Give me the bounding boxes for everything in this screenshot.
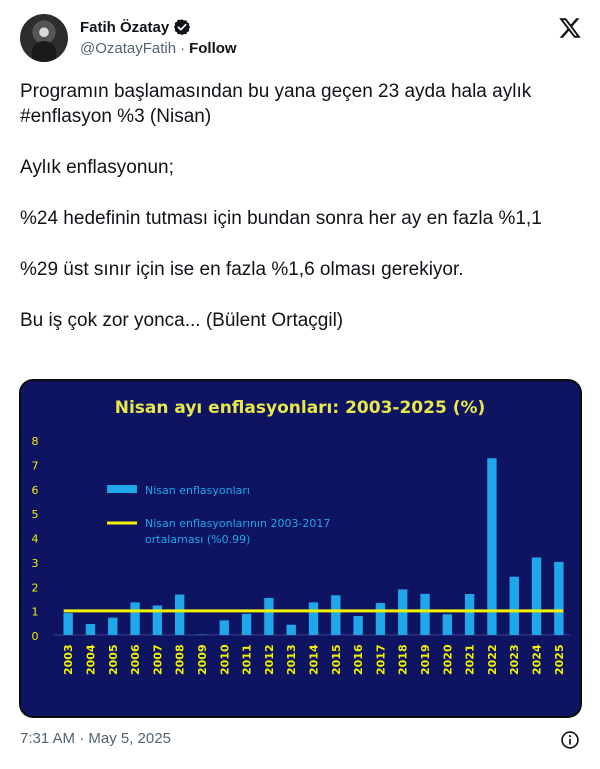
tweet-footer xyxy=(20,730,582,752)
bar-2019 xyxy=(420,594,429,635)
x-tick-label: 2006 xyxy=(129,644,143,675)
inflation-chart xyxy=(21,381,580,716)
x-tick-label: 2020 xyxy=(441,644,455,675)
x-tick-label: 2009 xyxy=(195,644,209,675)
x-tick-label: 2004 xyxy=(84,644,98,675)
x-logo-icon[interactable] xyxy=(558,16,582,40)
author-name[interactable]: Fatih Özatay xyxy=(80,18,170,36)
x-tick-label: 2003 xyxy=(62,644,76,675)
y-tick-label: 0 xyxy=(31,630,39,643)
bar-2012 xyxy=(264,598,273,635)
author-name-row xyxy=(80,16,191,38)
x-tick-label: 2024 xyxy=(530,644,544,675)
x-tick-label: 2022 xyxy=(485,644,499,675)
legend-label-average: ortalaması (%0.99) xyxy=(145,533,251,546)
bar-2024 xyxy=(532,557,541,635)
x-tick-label: 2015 xyxy=(329,644,343,675)
tweet-media[interactable] xyxy=(19,379,582,718)
y-tick-label: 5 xyxy=(31,508,39,522)
x-tick-label: 2005 xyxy=(106,644,120,675)
chart-title: Nisan ayı enflasyonları: 2003-2025 (%) xyxy=(114,398,486,418)
x-tick-label: 2013 xyxy=(285,644,299,675)
bar-2023 xyxy=(510,577,519,635)
x-tick-label: 2017 xyxy=(374,644,388,675)
chart-image xyxy=(21,381,580,716)
bar-2008 xyxy=(175,595,184,635)
x-tick-label: 2016 xyxy=(352,644,366,675)
tweet-header xyxy=(20,14,582,64)
bar-2021 xyxy=(465,594,474,635)
bar-2005 xyxy=(108,618,117,635)
bar-2006 xyxy=(130,602,139,635)
x-tick-label: 2007 xyxy=(151,644,165,675)
tweet-line: Bu iş çok zor yonca... (Bülent Ortaçgil) xyxy=(20,310,344,331)
bar-2013 xyxy=(287,625,296,635)
follow-button[interactable]: Follow xyxy=(189,40,237,57)
x-tick-label: 2012 xyxy=(262,644,276,675)
timestamp-link[interactable]: 7:31 AM · May 5, 2025 xyxy=(20,730,171,747)
author-handle-row xyxy=(80,40,237,57)
y-tick-label: 1 xyxy=(31,605,39,619)
y-tick-label: 2 xyxy=(31,581,39,595)
bar-2003 xyxy=(63,613,72,635)
bar-2009 xyxy=(197,635,206,636)
bar-2015 xyxy=(331,595,340,635)
bar-2025 xyxy=(554,562,563,635)
bar-2016 xyxy=(353,616,362,635)
x-tick-label: 2018 xyxy=(396,644,410,675)
tweet-text xyxy=(20,79,580,333)
bar-2020 xyxy=(443,614,452,635)
bar-2011 xyxy=(242,614,251,635)
bar-2004 xyxy=(86,624,95,635)
tweet-line: Aylık enflasyonun; xyxy=(20,157,174,178)
separator-dot: · xyxy=(180,40,186,57)
y-tick-label: 4 xyxy=(31,532,39,546)
y-tick-label: 7 xyxy=(31,459,39,473)
tweet-line: Programın başlamasından bu yana geçen 23 ayda hala aylık #enflasyon %3 (Nisan) xyxy=(20,81,532,127)
bar-2017 xyxy=(376,603,385,635)
info-icon[interactable] xyxy=(560,730,580,750)
x-tick-label: 2021 xyxy=(463,644,477,675)
y-tick-label: 8 xyxy=(31,435,39,448)
x-tick-label: 2023 xyxy=(508,644,522,675)
legend-label-average: Nisan enflasyonlarının 2003-2017 xyxy=(145,517,331,530)
tweet-line: %29 üst sınır için ise en fazla %1,6 olması gerekiyor. xyxy=(20,259,464,280)
x-tick-label: 2008 xyxy=(173,644,187,675)
y-tick-label: 6 xyxy=(31,483,39,497)
author-handle[interactable]: @OzatayFatih xyxy=(80,40,177,57)
y-tick-label: 3 xyxy=(31,556,39,570)
legend-label-bars: Nisan enflasyonları xyxy=(145,484,250,497)
legend-bar-swatch xyxy=(107,485,137,493)
x-tick-label: 2019 xyxy=(419,644,433,675)
x-tick-label: 2011 xyxy=(240,644,254,675)
avatar[interactable] xyxy=(20,14,68,62)
x-tick-label: 2025 xyxy=(552,644,566,675)
x-tick-label: 2010 xyxy=(218,644,232,675)
tweet-line: %24 hedefinin tutması için bundan sonra her ay en fazla %1,1 xyxy=(20,208,542,229)
x-tick-label: 2014 xyxy=(307,644,321,675)
verified-badge-icon xyxy=(173,18,191,36)
bar-2022 xyxy=(487,458,496,635)
bar-2010 xyxy=(220,620,229,635)
bar-2014 xyxy=(309,602,318,635)
